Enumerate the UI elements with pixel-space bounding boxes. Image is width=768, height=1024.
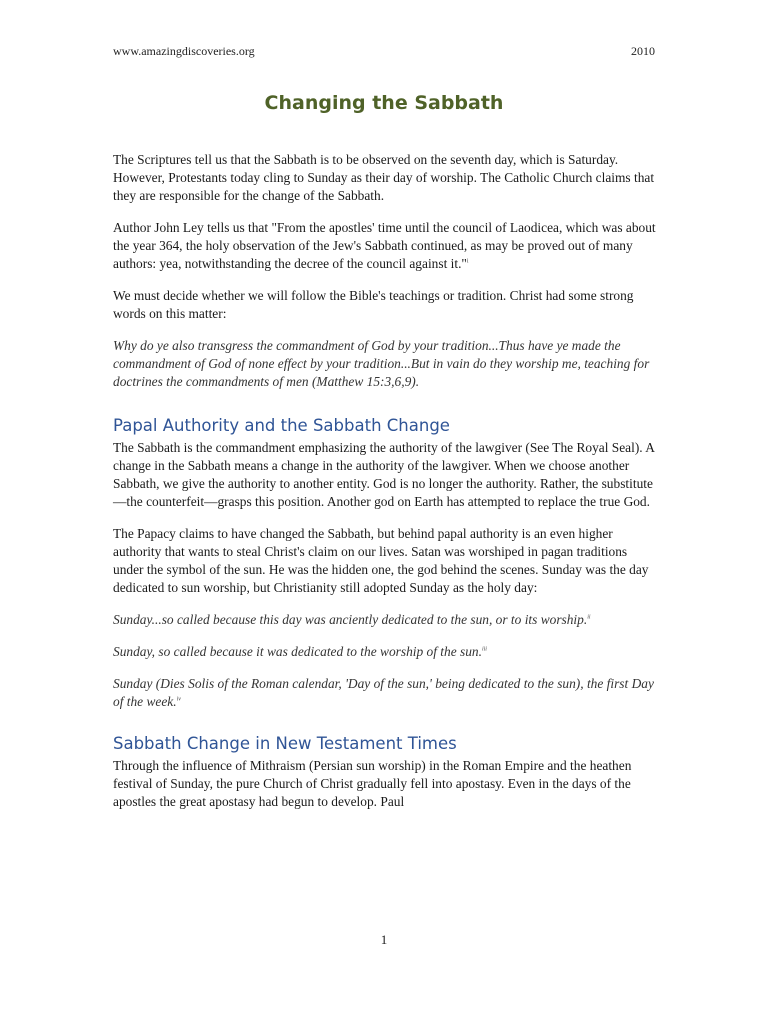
header-year: 2010 [631,44,655,58]
document-title: Changing the Sabbath [264,92,504,114]
page-number: 1 [380,932,388,947]
section1-paragraph-2: The Papacy claims to have changed the Sabbath, but behind papal authority is an even higher authority that wants to steal Christ's claim on our lives. Satan was worshiped in pagan traditions under the symbol of the sun. He was the hidden one, the god behind the scenes. Sunday was the day dedicated to sun worship, but Christianity still adopted Sunday as the holy day: [113,526,649,595]
document-body [113,151,658,825]
intro-paragraph-3: We must decide whether we will follow the Bible's teachings or tradition. Christ had some strong words on this matter: [113,288,634,321]
sunday-quote-1: Sunday...so called because this day was anciently dedicated to the sun, or to its worship.$^{ii}$ [113,612,591,627]
page-header [113,44,655,59]
scripture-quote: Why do ye also transgress the commandment of God by your tradition...Thus have ye made the commandment of God of none effect by your tradition...But in vain do they worship me, teaching for doctrines the commandments of men (Matthew 15:3,6,9). [113,338,650,389]
section1-paragraph-1: The Sabbath is the commandment emphasizing the authority of the lawgiver (See The Royal Seal). A change in the Sabbath means a change in the authority of the lawgiver. When we choose another Sabbath, we give the authority to another entity. God is no longer the authority. Rather, the substitute—the counterfeit—grasps this position. Another god on Earth has attempted to replace the true God. [113,440,655,509]
footnote-marker-iii[interactable]: iii [481,646,487,653]
footnote-marker-i[interactable]: i [466,258,469,265]
footnote-marker-ii[interactable]: ii [587,614,591,621]
section-heading-papal-authority: Papal Authority and the Sabbath Change [113,416,450,435]
intro-paragraph-1: The Scriptures tell us that the Sabbath is to be observed on the seventh day, which is Saturday. However, Protestants today cling to Sunday as their day of worship. The Catholic Church claims that they are responsible for the change of the Sabbath. [113,152,655,203]
website-url: www.amazingdiscoveries.org [113,44,255,58]
section2-paragraph-1: Through the influence of Mithraism (Persian sun worship) in the Roman Empire and the heathen festival of Sunday, the pure Church of Christ gradually fell into apostasy. Even in the days of the apostles the great apostasy had begun to develop. Paul [113,758,632,809]
sunday-quote-2: Sunday, so called because it was dedicated to the worship of the sun.$^{iii}$ [113,644,487,659]
section-heading-new-testament: Sabbath Change in New Testament Times [113,734,457,753]
intro-paragraph-2: Author John Ley tells us that "From the apostles' time until the council of Laodicea, which was about the year 364, the holy observation of the Jew's Sabbath continued, as may be proved out of many authors: yea, notwithstanding the decree of the council against it."$^i$ [113,220,656,271]
sunday-quote-3: Sunday (Dies Solis of the Roman calendar, 'Day of the sun,' being dedicated to the sun), the first Day of the week.$^{iv}$ [113,676,654,709]
footnote-marker-iv[interactable]: iv [176,696,181,703]
